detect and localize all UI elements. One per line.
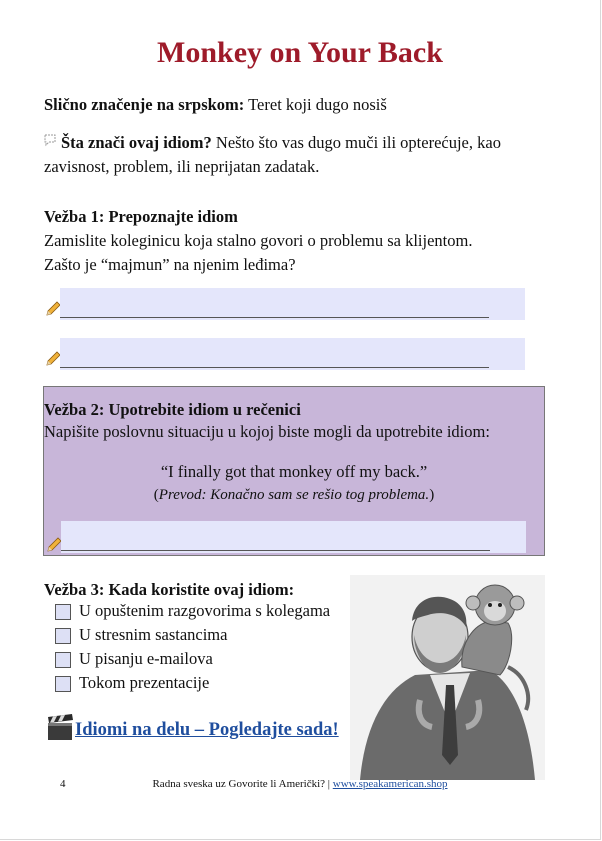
translation-open: ( <box>153 487 159 503</box>
meaning-label: Šta znači ovaj idiom? <box>61 133 212 152</box>
checkbox-presentations[interactable] <box>55 676 71 692</box>
checkbox-stressful-meetings[interactable] <box>55 628 71 644</box>
page-number: 4 <box>60 778 66 790</box>
footer-text: Radna sveska uz Govorite li Američki? | <box>152 778 331 790</box>
watch-now-link[interactable]: Idiomi na delu – Pogledajte sada! <box>75 720 339 740</box>
footer <box>0 778 600 790</box>
exercise-1-line-1: Zamislite koleginicu koja stalno govori o problemu sa klijentom. <box>44 231 473 250</box>
man-with-monkey-illustration <box>350 575 545 780</box>
checkbox-casual-conversations[interactable] <box>55 604 71 620</box>
page-title: Monkey on Your Back <box>157 36 443 69</box>
option-stressful-meetings: U stresnim sastancima <box>79 625 228 644</box>
idiom-quote: “I finally got that monkey off my back.” <box>160 462 428 481</box>
option-writing-emails: U pisanju e-mailova <box>79 649 213 668</box>
exercise-1-line-2: Zašto je “majmun” na njenim leđima? <box>44 255 296 274</box>
meaning-line-2: zavisnost, problem, ili neprijatan zadatak. <box>44 157 320 176</box>
exercise-1-heading: Vežba 1: Prepoznajte idiom <box>44 207 238 226</box>
exercise-2-box <box>43 386 545 556</box>
exercise-3-heading: Vežba 3: Kada koristite ovaj idiom: <box>44 580 295 599</box>
answer-field-2[interactable] <box>60 338 525 370</box>
similar-meaning-text: Teret koji dugo nosiš <box>248 95 387 114</box>
speech-bubble-icon <box>43 133 57 147</box>
answer-field-3[interactable] <box>61 521 526 553</box>
idiom-translation <box>44 485 544 505</box>
translation-text: Prevod: Konačno sam se rešio tog problema. <box>158 487 430 503</box>
answer-field-1[interactable] <box>60 288 525 320</box>
exercise-2-heading: Vežba 2: Upotrebite idiom u rečenici <box>44 400 301 419</box>
similar-meaning-label: Slično značenje na srpskom: <box>44 95 245 114</box>
checkbox-writing-emails[interactable] <box>55 652 71 668</box>
footer-link[interactable]: www.speakamerican.shop <box>332 778 448 790</box>
exercise-2-instructions: Napišite poslovnu situaciju u kojoj biste mogli da upotrebite idiom: <box>44 422 490 441</box>
meaning-text-1: Nešto što vas dugo muči ili opterećuje, kao <box>215 133 501 152</box>
option-casual-conversations: U opuštenim razgovorima s kolegama <box>79 601 331 620</box>
clapperboard-icon <box>46 712 74 742</box>
translation-close: ) <box>429 487 435 503</box>
similar-meaning <box>44 93 387 117</box>
option-presentations: Tokom prezentacije <box>79 673 210 692</box>
meaning-line-1 <box>61 131 501 155</box>
